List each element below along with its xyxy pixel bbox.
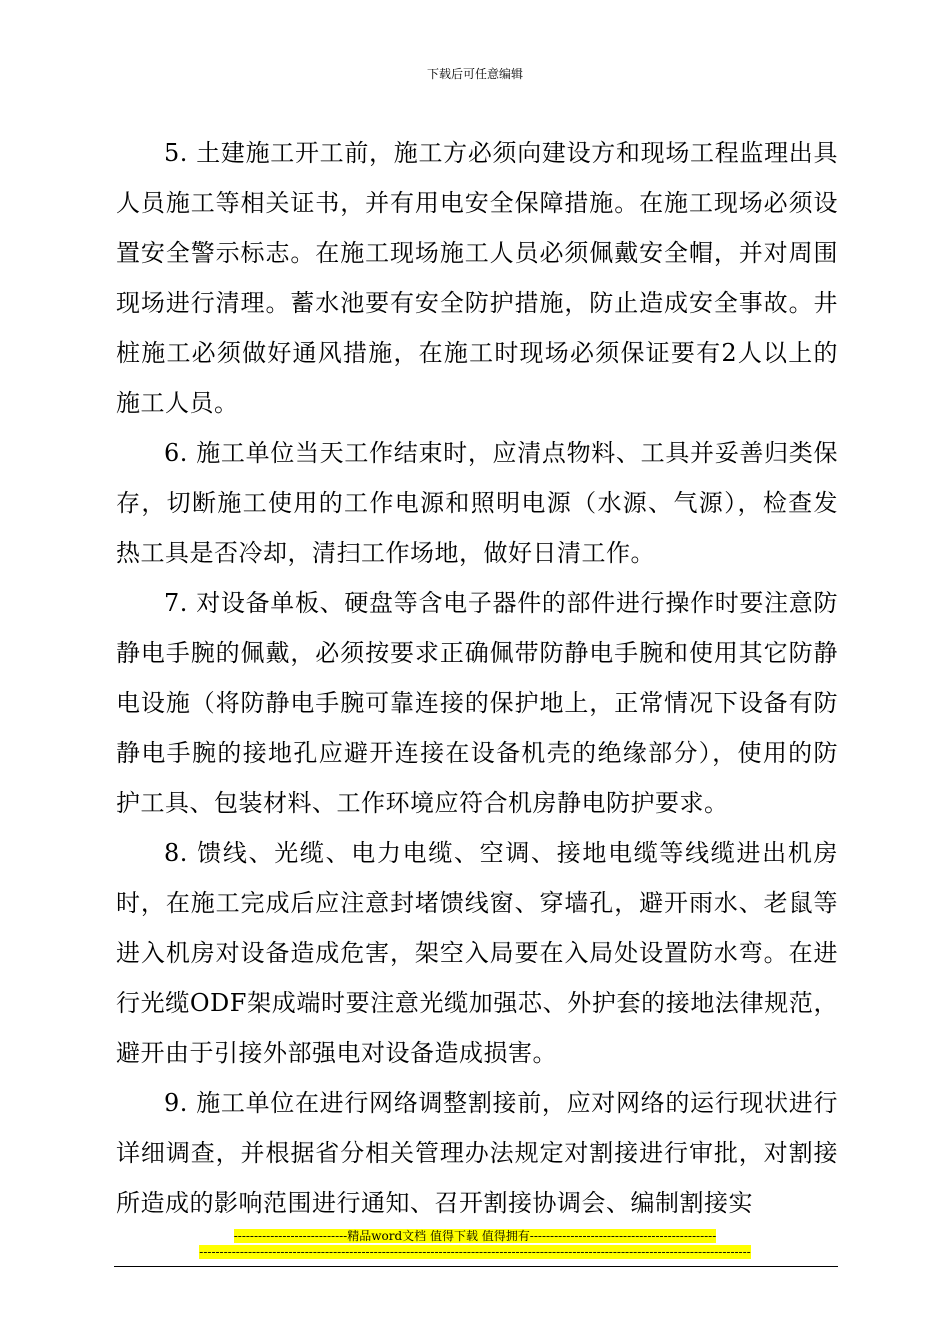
paragraph-5: 5. 土建施工开工前，施工方必须向建设方和现场工程监理出具人员施工等相关证书，并有用电安全保障措施。在施工现场必须设置安全警示标志。在施工现场施工人员必须佩戴安全帽，并对周围现场进行清理。蓄水池要有安全防护措施，防止造成安全事故。井桩施工必须做好通风措施，在施工时现场必须保证要有2人以上的施工人员。 xyxy=(116,139,838,417)
footer-divider xyxy=(114,1266,838,1267)
page-header-note: 下载后可任意编辑 xyxy=(426,67,523,81)
paragraph-9: 9. 施工单位在进行网络调整割接前，应对网络的运行现状进行详细调查，并根据省分相关管理办法规定对割接进行审批，对割接所造成的影响范围进行通知、召开割接协调会、编制割接实 xyxy=(116,1089,838,1217)
paragraph-7: 7. 对设备单板、硬盘等含电子器件的部件进行操作时要注意防静电手腕的佩戴，必须按要求正确佩带防静电手腕和使用其它防静电设施（将防静电手腕可靠连接的保护地上，正常情况下设备有防静电手腕的接地孔应避开连接在设备机壳的绝缘部分），使用的防护工具、包装材料、工作环境应符合机房静电防护要求。 xyxy=(116,589,838,817)
paragraph-6: 6. 施工单位当天工作结束时，应清点物料、工具并妥善归类保存，切断施工使用的工作电源和照明电源（水源、气源），检查发热工具是否冷却，清扫工作场地，做好日清工作。 xyxy=(116,439,838,567)
document-body xyxy=(116,128,838,1228)
footer-banner-line-2 xyxy=(0,1245,950,1260)
footer-banner-text: ----------------------------精品word文档 值得下载 值得拥有---------------------------------------------- xyxy=(233,1229,717,1243)
footer-banner-dashes: ---------------------------------------------------------------------------------------------------------------------------------------- xyxy=(199,1245,751,1259)
footer-banner-line-1 xyxy=(0,1229,950,1244)
paragraph-8: 8. 馈线、光缆、电力电缆、空调、接地电缆等线缆进出机房时，在施工完成后应注意封堵馈线窗、穿墙孔，避开雨水、老鼠等进入机房对设备造成危害，架空入局要在入局处设置防水弯。在进行光缆ODF架成端时要注意光缆加强芯、外护套的接地法律规范，避开由于引接外部强电对设备造成损害。 xyxy=(116,839,838,1067)
